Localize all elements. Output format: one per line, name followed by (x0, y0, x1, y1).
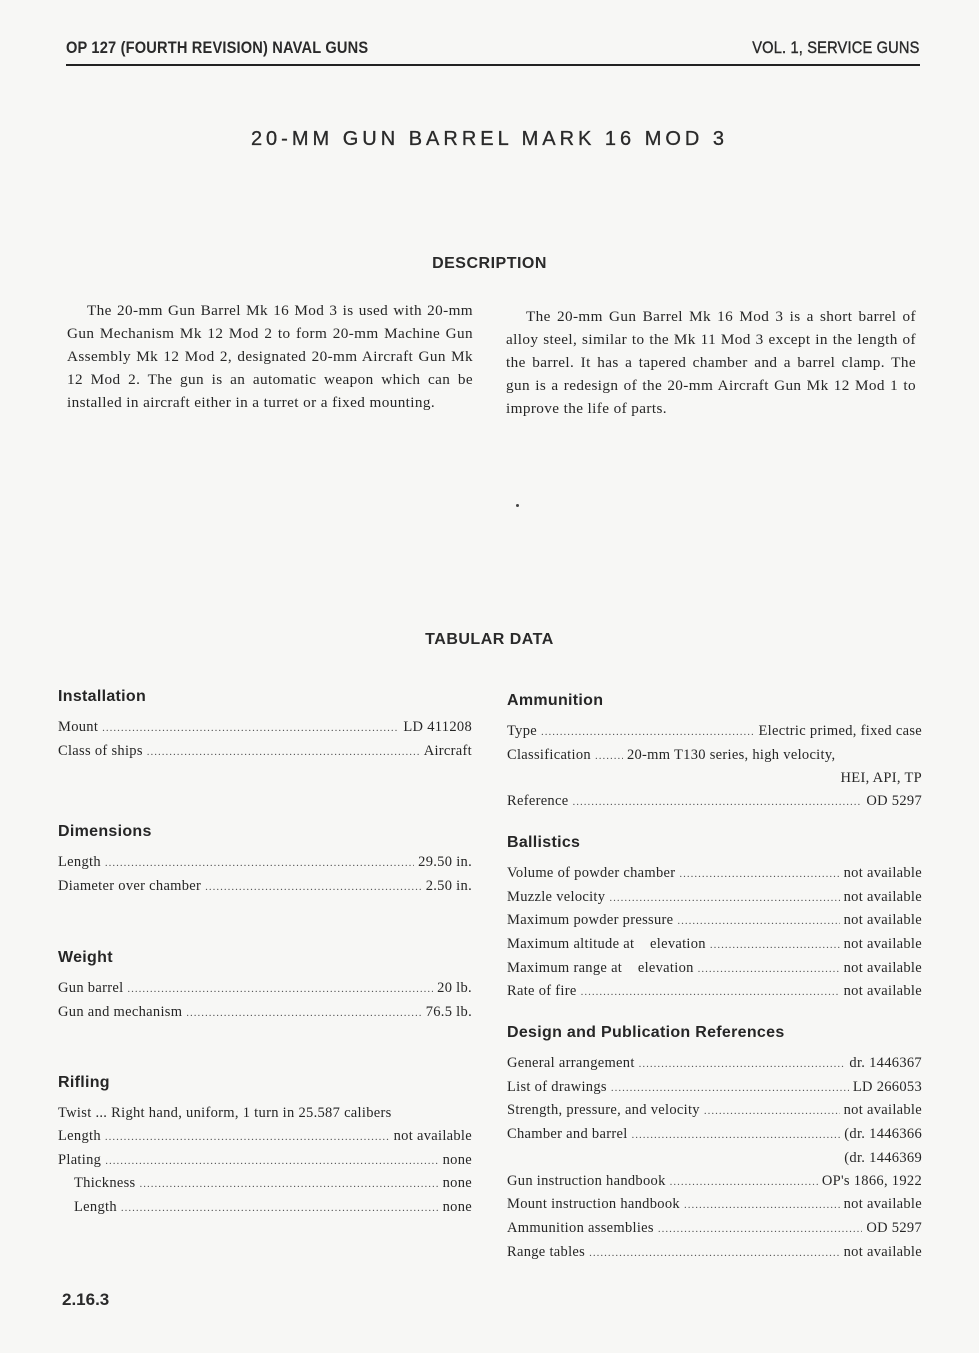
table-row (507, 1123, 922, 1147)
row-label: Twist ... (58, 1105, 108, 1122)
leader-dots (611, 1077, 849, 1100)
row-value: OD 5297 (866, 1219, 922, 1236)
row-label: Chamber and barrel (507, 1126, 628, 1143)
leader-dots (679, 863, 839, 886)
table-row (58, 851, 472, 875)
row-label: Ammunition assemblies (507, 1219, 654, 1236)
row-label: Gun barrel (58, 979, 124, 996)
table-row (507, 1099, 922, 1123)
row-value: dr. 1446367 (849, 1055, 922, 1072)
leader-dots (581, 981, 840, 1004)
table-row (507, 1076, 922, 1100)
row-label: Thickness (74, 1175, 136, 1192)
ballistics-group (507, 834, 922, 1004)
row-value: Right hand, uniform, 1 turn in 25.587 calibers (111, 1105, 392, 1122)
row-label: Gun and mechanism (58, 1003, 183, 1020)
leader-dots (632, 1124, 841, 1147)
table-row (507, 1147, 922, 1170)
table-row (507, 1241, 922, 1265)
table-row (58, 1125, 472, 1149)
references-group (507, 1024, 922, 1264)
references-title: Design and Publication References (507, 1024, 785, 1042)
leader-dots (147, 741, 420, 764)
row-label: Muzzle velocity (507, 888, 606, 905)
leader-dots (572, 791, 862, 814)
row-label: Rate of fire (507, 983, 577, 1000)
rifling-group (58, 1074, 472, 1220)
leader-dots (205, 876, 422, 899)
row-label: Mount (58, 719, 99, 735)
description-right-text: The 20-mm Gun Barrel Mk 16 Mod 3 is a short barrel of alloy steel, similar to the Mk 11 Mod 3 except in the length of the barrel. It has a tapered chamber and a barrel clamp. The gun is a redesign of the 20-mm Aircraft Gun Mk 12 Mod 1 to improve the life of parts. (506, 308, 916, 417)
leader-dots (102, 717, 399, 740)
row-value: Aircraft (423, 742, 472, 759)
leader-dots (639, 1053, 846, 1076)
row-value: not available (843, 983, 922, 1000)
table-row (507, 909, 922, 933)
row-value: 29.50 in. (418, 854, 472, 871)
leader-dots (704, 1100, 840, 1123)
row-label: Gun instruction handbook (507, 1172, 666, 1189)
header-publication: OP 127 (FOURTH REVISION) NAVAL GUNS (66, 38, 369, 57)
leader-dots (670, 1171, 818, 1194)
row-label: General arrangement (507, 1055, 635, 1072)
row-label: Classification (507, 746, 591, 763)
table-row (507, 957, 922, 981)
row-label: Maximum powder pressure (507, 912, 674, 929)
row-label: Class of ships (58, 742, 143, 759)
header-volume: VOL. 1, SERVICE GUNS (752, 38, 920, 57)
page-title: 20-MM GUN BARREL MARK 16 MOD 3 (250, 128, 729, 150)
row-value: OD 5297 (866, 793, 922, 810)
row-value: not available (843, 959, 922, 976)
table-row (507, 1170, 922, 1194)
leader-dots (127, 978, 433, 1001)
dimensions-group (58, 823, 472, 898)
row-label: Maximum range at elevation (507, 959, 694, 976)
row-value: not available (843, 1196, 922, 1213)
description-heading: DESCRIPTION (432, 255, 547, 272)
row-value: LD 411208 (403, 719, 472, 735)
leader-dots (105, 1126, 390, 1149)
row-label: Range tables (507, 1243, 586, 1260)
row-label: Length (74, 1199, 117, 1216)
tabular-left-column (58, 688, 472, 1220)
table-row (58, 716, 472, 740)
row-label: Diameter over chamber (58, 878, 202, 895)
leader-dots (684, 1194, 840, 1217)
ammunition-title: Ammunition (507, 692, 604, 709)
row-value: LD 266053 (852, 1078, 922, 1095)
installation-group (58, 688, 472, 763)
table-row (58, 740, 472, 764)
row-label: Maximum altitude at elevation (507, 935, 706, 952)
installation-title: Installation (58, 688, 147, 705)
row-label: Type (507, 723, 537, 739)
table-row (58, 1172, 472, 1196)
table-row (507, 767, 922, 790)
row-value: (dr. 1446369 (844, 1149, 922, 1166)
table-row (58, 875, 472, 899)
row-value: not available (843, 1102, 922, 1119)
row-value: none (442, 1199, 472, 1216)
table-row (507, 790, 922, 814)
row-label: Length (58, 854, 101, 871)
table-row (58, 1001, 472, 1025)
table-row (58, 1196, 472, 1220)
description-left-paragraph (67, 299, 473, 414)
leader-dots (140, 1173, 439, 1196)
tabular-right-column (507, 692, 922, 1264)
row-label: List of drawings (507, 1078, 607, 1095)
leader-dots (698, 958, 840, 981)
leader-dots (105, 852, 414, 875)
row-value: not available (843, 864, 922, 881)
row-value: none (442, 1151, 472, 1168)
table-row (507, 886, 922, 910)
ballistics-title: Ballistics (507, 833, 581, 851)
row-value: not available (843, 888, 922, 905)
row-value: none (442, 1175, 472, 1192)
dimensions-title: Dimensions (58, 823, 152, 841)
leader-dots (609, 887, 839, 910)
row-value: not available (843, 1243, 922, 1260)
page-number: 2.16.3 (62, 1290, 110, 1309)
row-label: Length (58, 1127, 101, 1144)
table-row (507, 720, 922, 744)
row-label: Volume of powder chamber (507, 864, 676, 881)
rifling-title: Rifling (58, 1074, 110, 1092)
table-row (507, 933, 922, 957)
table-row (58, 1102, 472, 1125)
leader-dots (595, 745, 623, 768)
table-row (507, 980, 922, 1004)
row-label: Reference (507, 793, 569, 810)
row-value: HEI, API, TP (840, 770, 922, 787)
row-value: not available (843, 935, 922, 952)
print-speck (516, 504, 519, 507)
row-value: 2.50 in. (425, 878, 472, 895)
tabular-data-heading: TABULAR DATA (425, 631, 554, 648)
weight-title: Weight (58, 948, 113, 966)
row-value: Electric primed, fixed case (758, 723, 922, 739)
leader-dots (589, 1242, 840, 1265)
row-value: not available (393, 1127, 472, 1144)
row-value: (dr. 1446366 (844, 1126, 922, 1143)
row-value: 20-mm T130 series, high velocity, (626, 746, 836, 763)
leader-dots (541, 721, 755, 744)
row-label: Strength, pressure, and velocity (507, 1102, 700, 1119)
page-header (66, 36, 920, 66)
row-label: Plating (58, 1151, 102, 1168)
table-row (507, 1217, 922, 1241)
weight-group (58, 949, 472, 1024)
leader-dots (121, 1197, 439, 1220)
table-row (58, 1149, 472, 1173)
table-row (507, 1193, 922, 1217)
leader-dots (710, 934, 840, 957)
table-row (507, 1052, 922, 1076)
table-row (507, 744, 922, 768)
leader-dots (186, 1002, 421, 1025)
row-value: 20 lb. (437, 979, 472, 996)
table-row (58, 977, 472, 1001)
row-value: not available (843, 912, 922, 929)
row-label: Mount instruction handbook (507, 1196, 680, 1213)
description-left-text: The 20-mm Gun Barrel Mk 16 Mod 3 is used with 20-mm Gun Mechanism Mk 12 Mod 2 to form 20-mm Machine Gun Assembly Mk 12 Mod 2, designated 20-mm Aircraft Gun Mk 12 Mod 2. The gun is an automatic weapon which can be installed in aircraft either in a turret or a fixed mounting. (67, 302, 473, 411)
row-value: 76.5 lb. (425, 1003, 472, 1020)
row-value: OP's 1866, 1922 (821, 1172, 922, 1189)
table-row (507, 862, 922, 886)
leader-dots (677, 910, 839, 933)
leader-dots (105, 1150, 438, 1173)
leader-dots (658, 1218, 862, 1241)
ammunition-group (507, 692, 922, 814)
description-right-paragraph (506, 305, 916, 420)
